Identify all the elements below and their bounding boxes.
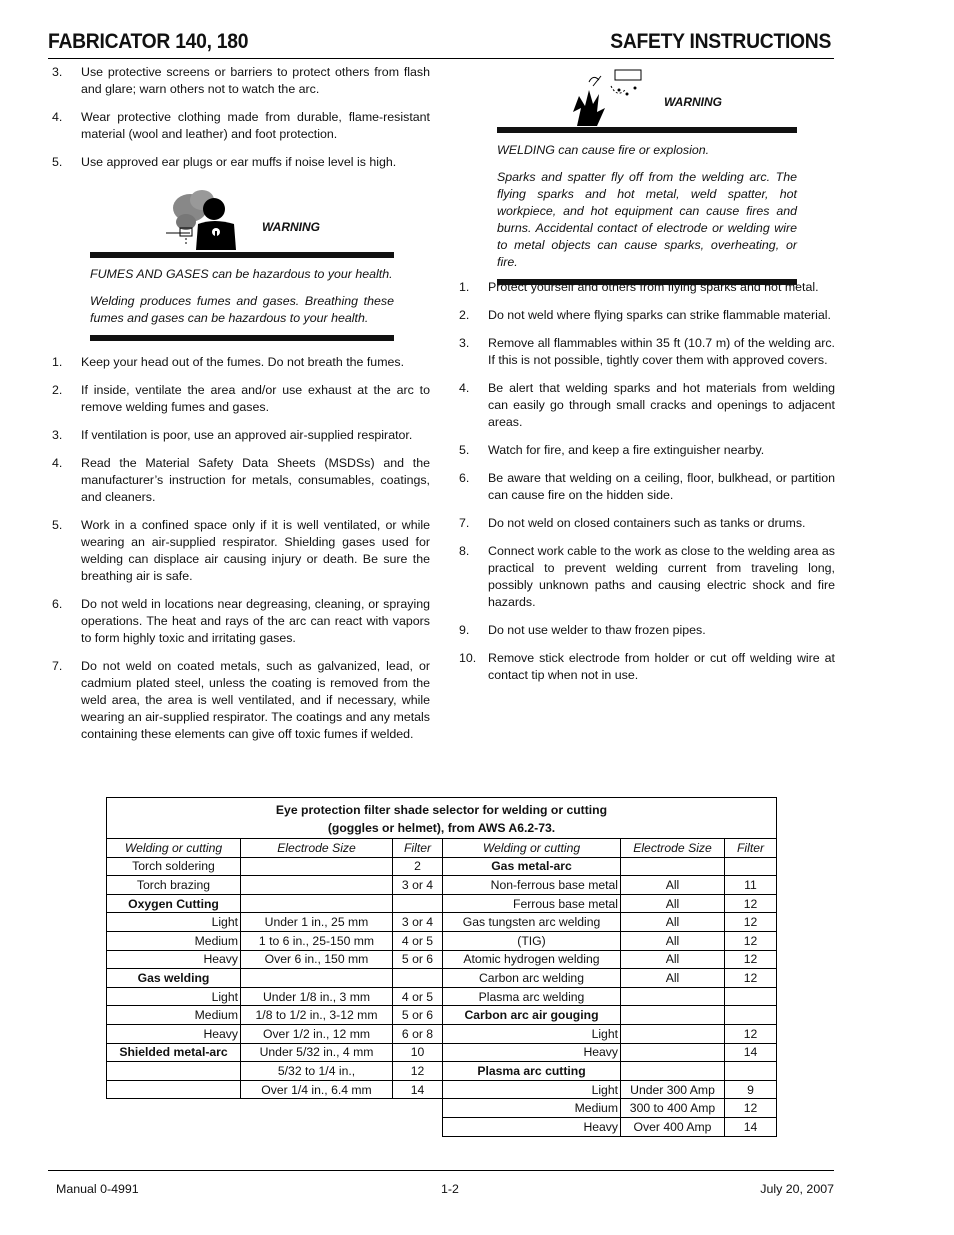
table-cell: Heavy: [107, 950, 241, 969]
table-cell: [621, 1024, 725, 1043]
table-cell: 6 or 8: [393, 1024, 443, 1043]
table-row: [107, 1024, 777, 1043]
list-item: 7. Do not weld on closed containers such as tanks or drums.: [459, 516, 806, 530]
table-row: [107, 1080, 777, 1099]
table-cell: 2: [393, 857, 443, 876]
table-cell: [393, 969, 443, 988]
table-cell: 3 or 4: [393, 876, 443, 895]
list-item: 5. Work in a confined space only if it is well ventilated, or while wearing an air-supplied respirator. Shielding gases used for welding can displace air causing injury or death. Be sure the breathing air is safe.: [52, 518, 430, 583]
fire-hazard-icon: [567, 68, 647, 130]
table-cell: [725, 857, 777, 876]
table-row: [107, 1006, 777, 1025]
list-item: 3. If ventilation is poor, use an approved air-supplied respirator.: [52, 428, 413, 442]
table-cell: Light: [443, 1080, 621, 1099]
fumes-warning: [90, 188, 394, 341]
list-item: 3. Remove all flammables within 35 ft (10.7 m) of the welding arc. If this is not possible, tightly cover them with approved covers.: [459, 336, 835, 367]
table-cell: Gas metal-arc: [443, 857, 621, 876]
table-cell: Torch brazing: [107, 876, 241, 895]
table-cell: Non-ferrous base metal: [443, 876, 621, 895]
table-cell: [241, 857, 393, 876]
table-cell: 1 to 6 in., 25-150 mm: [241, 931, 393, 950]
table-cell: [241, 894, 393, 913]
table-cell: Carbon arc welding: [443, 969, 621, 988]
table-cell: Heavy: [443, 1117, 621, 1136]
table-cell: Over 1/4 in., 6.4 mm: [241, 1080, 393, 1099]
table-cell: [621, 1043, 725, 1062]
table-cell: Carbon arc air gouging: [443, 1006, 621, 1025]
table-cell: (TIG): [443, 931, 621, 950]
table-cell: [621, 1062, 725, 1081]
table-row: [107, 1099, 777, 1118]
column-header: Welding or cutting: [107, 839, 241, 858]
table-title: Eye protection filter shade selector for welding or cutting: [275, 803, 608, 817]
table-cell: [621, 857, 725, 876]
table-row: [107, 913, 777, 932]
table-cell: [241, 876, 393, 895]
list-item: 4. Wear protective clothing made from durable, flame-resistant material (wool and leather) and foot protection.: [52, 110, 430, 141]
table-cell: Heavy: [107, 1024, 241, 1043]
table-cell: Under 1 in., 25 mm: [241, 913, 393, 932]
table-row: [107, 931, 777, 950]
list-item: 7. Do not weld on coated metals, such as galvanized, lead, or cadmium plated steel, unless the coating is removed from the weld area, the area is well ventilated, and if necessary, while wearing an air-supplied respirator. The coatings and any metals containing these elements can give off toxic fumes if welded.: [52, 659, 430, 741]
table-cell: All: [621, 950, 725, 969]
table-cell: Under 1/8 in., 3 mm: [241, 987, 393, 1006]
footer-rule: [48, 1170, 834, 1171]
table-cell: All: [621, 931, 725, 950]
fire-warning: [497, 68, 797, 285]
table-row: [107, 950, 777, 969]
table-cell: 14: [725, 1117, 777, 1136]
table-row: [107, 1117, 777, 1136]
table-cell: Torch soldering: [107, 857, 241, 876]
table-row: [107, 876, 777, 895]
table-cell: 5/32 to 1/4 in.,: [241, 1062, 393, 1081]
table-cell: Atomic hydrogen welding: [443, 950, 621, 969]
column-header: Electrode Size: [241, 839, 393, 858]
table-row: [107, 1043, 777, 1062]
list-item: 5. Use approved ear plugs or ear muffs if noise level is high.: [52, 155, 397, 169]
table-cell: 5 or 6: [393, 1006, 443, 1025]
table-cell: 300 to 400 Amp: [621, 1099, 725, 1118]
warning-text: WELDING can cause fire or explosion. Sparks and spatter fly off from the welding arc. The flying sparks and hot metal, weld spatter, hot workpiece, and hot equipment can cause fires and burns. Accidental contact of electrode or welding wire to metal objects can cause sparks, overheating, or fire.: [497, 143, 797, 269]
warning-rule-bottom: [90, 335, 394, 341]
table-cell: 12: [725, 1099, 777, 1118]
table-cell: [241, 1099, 393, 1118]
column-header: Electrode Size: [621, 839, 725, 858]
table-row: [107, 1062, 777, 1081]
table-cell: All: [621, 894, 725, 913]
table-subtitle: (goggles or helmet), from AWS A6.2-73.: [327, 821, 556, 835]
publication-date: July 20, 2007: [760, 1182, 834, 1196]
table-cell: 12: [393, 1062, 443, 1081]
table-cell: [107, 1062, 241, 1081]
fumes-list: [52, 354, 430, 754]
table-cell: Under 300 Amp: [621, 1080, 725, 1099]
table-cell: Over 6 in., 150 mm: [241, 950, 393, 969]
table-cell: [393, 1117, 443, 1136]
table-cell: Shielded metal-arc: [107, 1043, 241, 1062]
table-cell: Gas tungsten arc welding: [443, 913, 621, 932]
table-cell: 14: [393, 1080, 443, 1099]
table-cell: 4 or 5: [393, 931, 443, 950]
table-cell: Plasma arc welding: [443, 987, 621, 1006]
list-item: 2. If inside, ventilate the area and/or use exhaust at the arc to remove welding fumes and gases.: [52, 383, 430, 414]
table-cell: 1/8 to 1/2 in., 3-12 mm: [241, 1006, 393, 1025]
table-cell: All: [621, 969, 725, 988]
warning-label: WARNING: [262, 220, 320, 234]
list-item: 1. Keep your head out of the fumes. Do not breath the fumes.: [52, 355, 405, 369]
table-row: [107, 969, 777, 988]
table-cell: Heavy: [443, 1043, 621, 1062]
table-cell: 12: [725, 950, 777, 969]
table-row: [107, 857, 777, 876]
table-cell: Ferrous base metal: [443, 894, 621, 913]
table-cell: [621, 1006, 725, 1025]
table-cell: [393, 894, 443, 913]
table-cell: 5 or 6: [393, 950, 443, 969]
table-cell: 4 or 5: [393, 987, 443, 1006]
filter-shade-table: [106, 797, 777, 1137]
table-cell: Oxygen Cutting: [107, 894, 241, 913]
table-cell: 3 or 4: [393, 913, 443, 932]
table-cell: 12: [725, 1024, 777, 1043]
list-item: 6. Do not weld in locations near degreasing, cleaning, or spraying operations. The heat and rays of the arc can react with vapors to form highly toxic and irritating gases.: [52, 597, 430, 645]
table-cell: 9: [725, 1080, 777, 1099]
document-title: FABRICATOR 140, 180: [48, 30, 249, 53]
warning-text: FUMES AND GASES can be hazardous to your health. Welding produces fumes and gases. Breathing these fumes and gases can be hazardous to your health.: [90, 267, 394, 325]
table-cell: [621, 987, 725, 1006]
table-cell: All: [621, 876, 725, 895]
table-cell: 14: [725, 1043, 777, 1062]
warning-label: WARNING: [664, 95, 722, 109]
table-cell: 10: [393, 1043, 443, 1062]
list-item: 4. Read the Material Safety Data Sheets (MSDSs) and the manufacturer’s instruction for metals, consumables, coatings, and cleaners.: [52, 456, 430, 504]
table-cell: Plasma arc cutting: [443, 1062, 621, 1081]
column-header: Welding or cutting: [443, 839, 621, 858]
list-item: 8. Connect work cable to the work as close to the welding area as practical to prevent welding current from traveling long, possibly unknown paths and causing electric shock and fire hazards.: [459, 544, 835, 609]
table-cell: Over 400 Amp: [621, 1117, 725, 1136]
table-cell: Under 5/32 in., 4 mm: [241, 1043, 393, 1062]
table-cell: 12: [725, 969, 777, 988]
table-cell: 12: [725, 894, 777, 913]
table-row: [107, 894, 777, 913]
list-item: 10. Remove stick electrode from holder or cut off welding wire at contact tip when not in use.: [459, 651, 835, 682]
table-cell: [107, 1099, 241, 1118]
list-item: 2. Do not weld where flying sparks can strike flammable material.: [459, 308, 831, 322]
table-header-row: [107, 839, 777, 858]
list-item: 3. Use protective screens or barriers to protect others from flash and glare; warn others not to watch the arc.: [52, 65, 430, 96]
table-cell: [107, 1080, 241, 1099]
table-cell: [393, 1099, 443, 1118]
header-rule: [48, 58, 834, 59]
table-cell: Light: [107, 913, 241, 932]
table-cell: 12: [725, 931, 777, 950]
list-item: 1. Protect yourself and others from flying sparks and hot metal.: [459, 280, 819, 294]
list-item: 6. Be aware that welding on a ceiling, floor, bulkhead, or partition can cause fire on the hidden side.: [459, 471, 835, 502]
table-cell: [725, 1062, 777, 1081]
table-cell: Over 1/2 in., 12 mm: [241, 1024, 393, 1043]
table-cell: Medium: [443, 1099, 621, 1118]
table-row: [107, 987, 777, 1006]
fire-list: [459, 279, 835, 695]
table-cell: Light: [443, 1024, 621, 1043]
table-title-row: [107, 798, 777, 839]
table-cell: [725, 1006, 777, 1025]
column-header: Filter: [393, 839, 443, 858]
table-cell: [241, 969, 393, 988]
table-cell: All: [621, 913, 725, 932]
column-header: Filter: [725, 839, 777, 858]
section-title: SAFETY INSTRUCTIONS: [610, 30, 831, 53]
table-cell: 11: [725, 876, 777, 895]
table-cell: Gas welding: [107, 969, 241, 988]
table-cell: [725, 987, 777, 1006]
table-cell: Light: [107, 987, 241, 1006]
list-item: 4. Be alert that welding sparks and hot materials from welding can easily go through small cracks and openings to adjacent areas.: [459, 381, 835, 429]
table-cell: 12: [725, 913, 777, 932]
page-number: 1-2: [441, 1182, 459, 1196]
fumes-hazard-icon: [166, 188, 244, 252]
table-cell: [107, 1117, 241, 1136]
list-item: 9. Do not use welder to thaw frozen pipes.: [459, 623, 706, 637]
left-top-list: [52, 64, 430, 182]
list-item: 5. Watch for fire, and keep a fire extinguisher nearby.: [459, 443, 765, 457]
table-cell: Medium: [107, 931, 241, 950]
table-cell: [241, 1117, 393, 1136]
table-cell: Medium: [107, 1006, 241, 1025]
manual-number: Manual 0-4991: [56, 1182, 139, 1196]
